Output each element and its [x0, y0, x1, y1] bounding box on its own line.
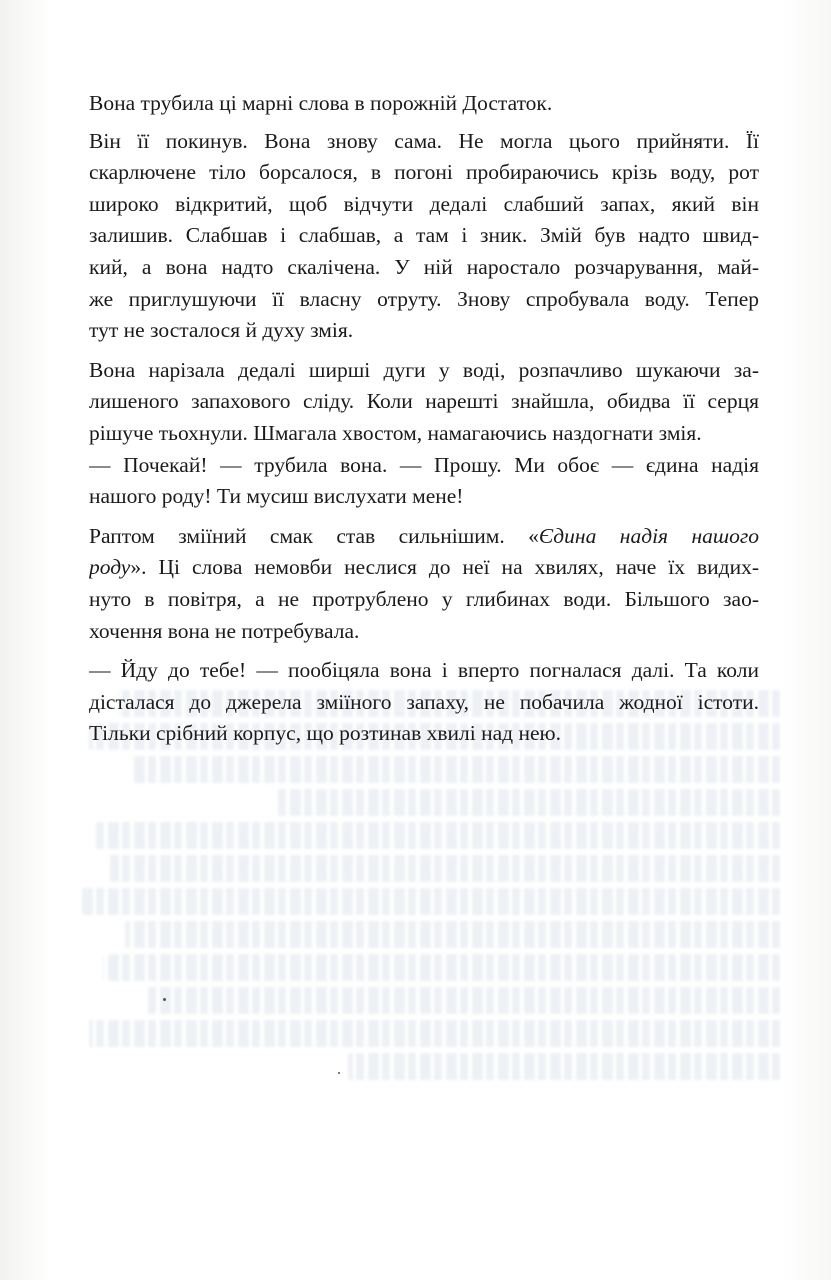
italic-quote: роду: [89, 555, 131, 580]
text-line: Вона трубила ці марні слова в порожній Достаток.: [89, 91, 553, 115]
paragraph-1: [89, 88, 759, 120]
text-line: [89, 552, 759, 584]
text-line: нашого роду! Ти мусиш вислухати мене!: [89, 484, 464, 509]
text-line: Він її покинув. Вона знову сама. Не могла цього прийняти. Її: [89, 128, 759, 153]
text-line: же приглушуючи її власну отруту. Знову спробувала воду. Тепер: [89, 286, 759, 311]
paragraph-4: [89, 450, 759, 513]
paragraph-6: [89, 655, 759, 750]
text-line: широко відкритий, щоб відчути дедалі слабший запах, який він: [89, 191, 759, 216]
text-line: [89, 521, 759, 553]
text-line: Тільки срібний корпус, що розтинав хвилі над нею.: [89, 721, 561, 746]
speck-mark: [338, 1072, 340, 1074]
text-line: дісталася до джерела зміїного запаху, не побачила жодної істоти.: [89, 689, 759, 714]
text-line: залишив. Слабшав і слабшав, а там і зник. Змій був надто швид-: [89, 223, 759, 248]
text-line: нуто в повітря, а не протрублено у глибинах води. Більшого зао-: [89, 586, 759, 611]
text-line: рішуче тьохнули. Шмагала хвостом, намагаючись наздогнати змія.: [89, 420, 702, 445]
text-run: ». Ці слова немовби неслися до неї на хвилях, наче їх видих-: [130, 555, 759, 580]
text-line: — Почекай! — трубила вона. — Прошу. Ми обоє — єдина надія: [89, 452, 759, 477]
text-line: кий, а вона надто скалічена. У ній наростало розчарування, май-: [89, 254, 759, 279]
italic-quote: Єдина надія нашого: [538, 523, 759, 548]
body-text: [89, 88, 759, 750]
text-run: Раптом зміїний смак став сильнішим. «: [89, 523, 539, 548]
text-line: Вона нарізала дедалі ширші дуги у воді, розпачливо шукаючи за-: [89, 357, 759, 382]
paragraph-5: [89, 521, 759, 647]
speck-mark: [163, 998, 166, 1001]
show-through-text: [60, 690, 780, 1110]
text-line: лишеного запахового сліду. Коли нарешті знайшла, обидва її серця: [89, 389, 759, 414]
text-line: — Йду до тебе! — пообіцяла вона і вперто погналася далі. Та коли: [89, 658, 759, 683]
text-line: скарлючене тіло борсалося, в погоні пробираючись крізь воду, рот: [89, 160, 759, 185]
text-line: хочення вона не потребувала.: [89, 618, 360, 643]
paragraph-3: [89, 355, 759, 450]
text-line: тут не зосталося й духу змія.: [89, 318, 354, 343]
paragraph-2: [89, 126, 759, 347]
